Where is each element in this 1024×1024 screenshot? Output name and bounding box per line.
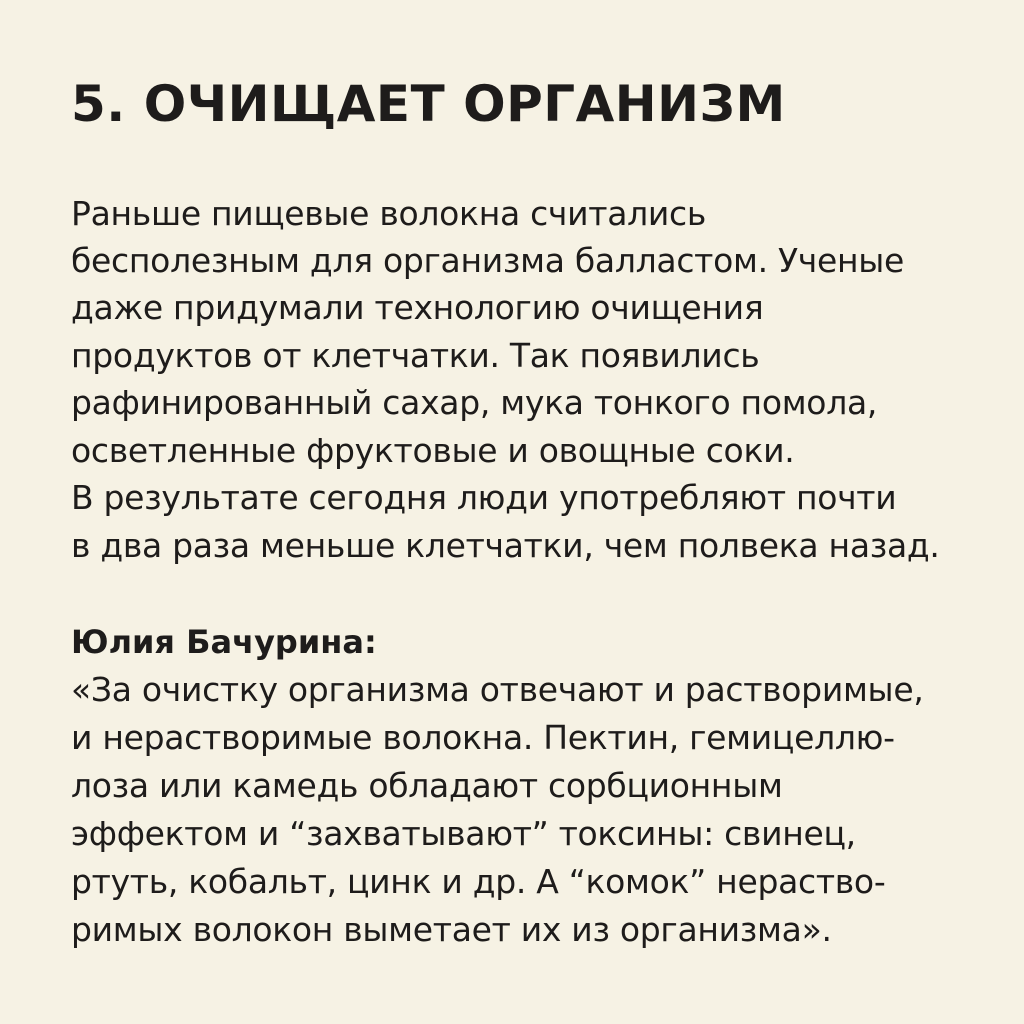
quote-line: и нерастворимые волокна. Пектин, гемицеллю- — [71, 718, 895, 757]
paragraph-line: продуктов от клетчатки. Так появились — [71, 336, 760, 375]
paragraph-line: в два раза меньше клетчатки, чем полвека назад. — [71, 526, 940, 565]
paragraph-line: даже придумали технологию очищения — [71, 288, 764, 327]
quote-line: «За очистку организма отвечают и растворимые, — [71, 670, 924, 709]
quote-line: эффектом и “захватывают” токсины: свинец, — [71, 814, 856, 853]
paragraph-line: бесполезным для организма балластом. Ученые — [71, 241, 904, 280]
quote-author: Юлия Бачурина: — [71, 623, 377, 661]
quote-line: ртуть, кобальт, цинк и др. А “комок” нераство- — [71, 862, 886, 901]
paragraph-line: В результате сегодня люди употребляют почти — [71, 478, 897, 517]
quote-line: лоза или камедь обладают сорбционным — [71, 766, 783, 805]
quote-line: римых волокон выметает их из организма». — [71, 910, 832, 949]
paragraph-line: осветленные фруктовые и овощные соки. — [71, 431, 795, 470]
section-title: 5. ОЧИЩАЕТ ОРГАНИЗМ — [71, 75, 786, 133]
paragraph-line: Раньше пищевые волокна считались — [71, 194, 707, 233]
paragraph-line: рафинированный сахар, мука тонкого помола, — [71, 383, 878, 422]
